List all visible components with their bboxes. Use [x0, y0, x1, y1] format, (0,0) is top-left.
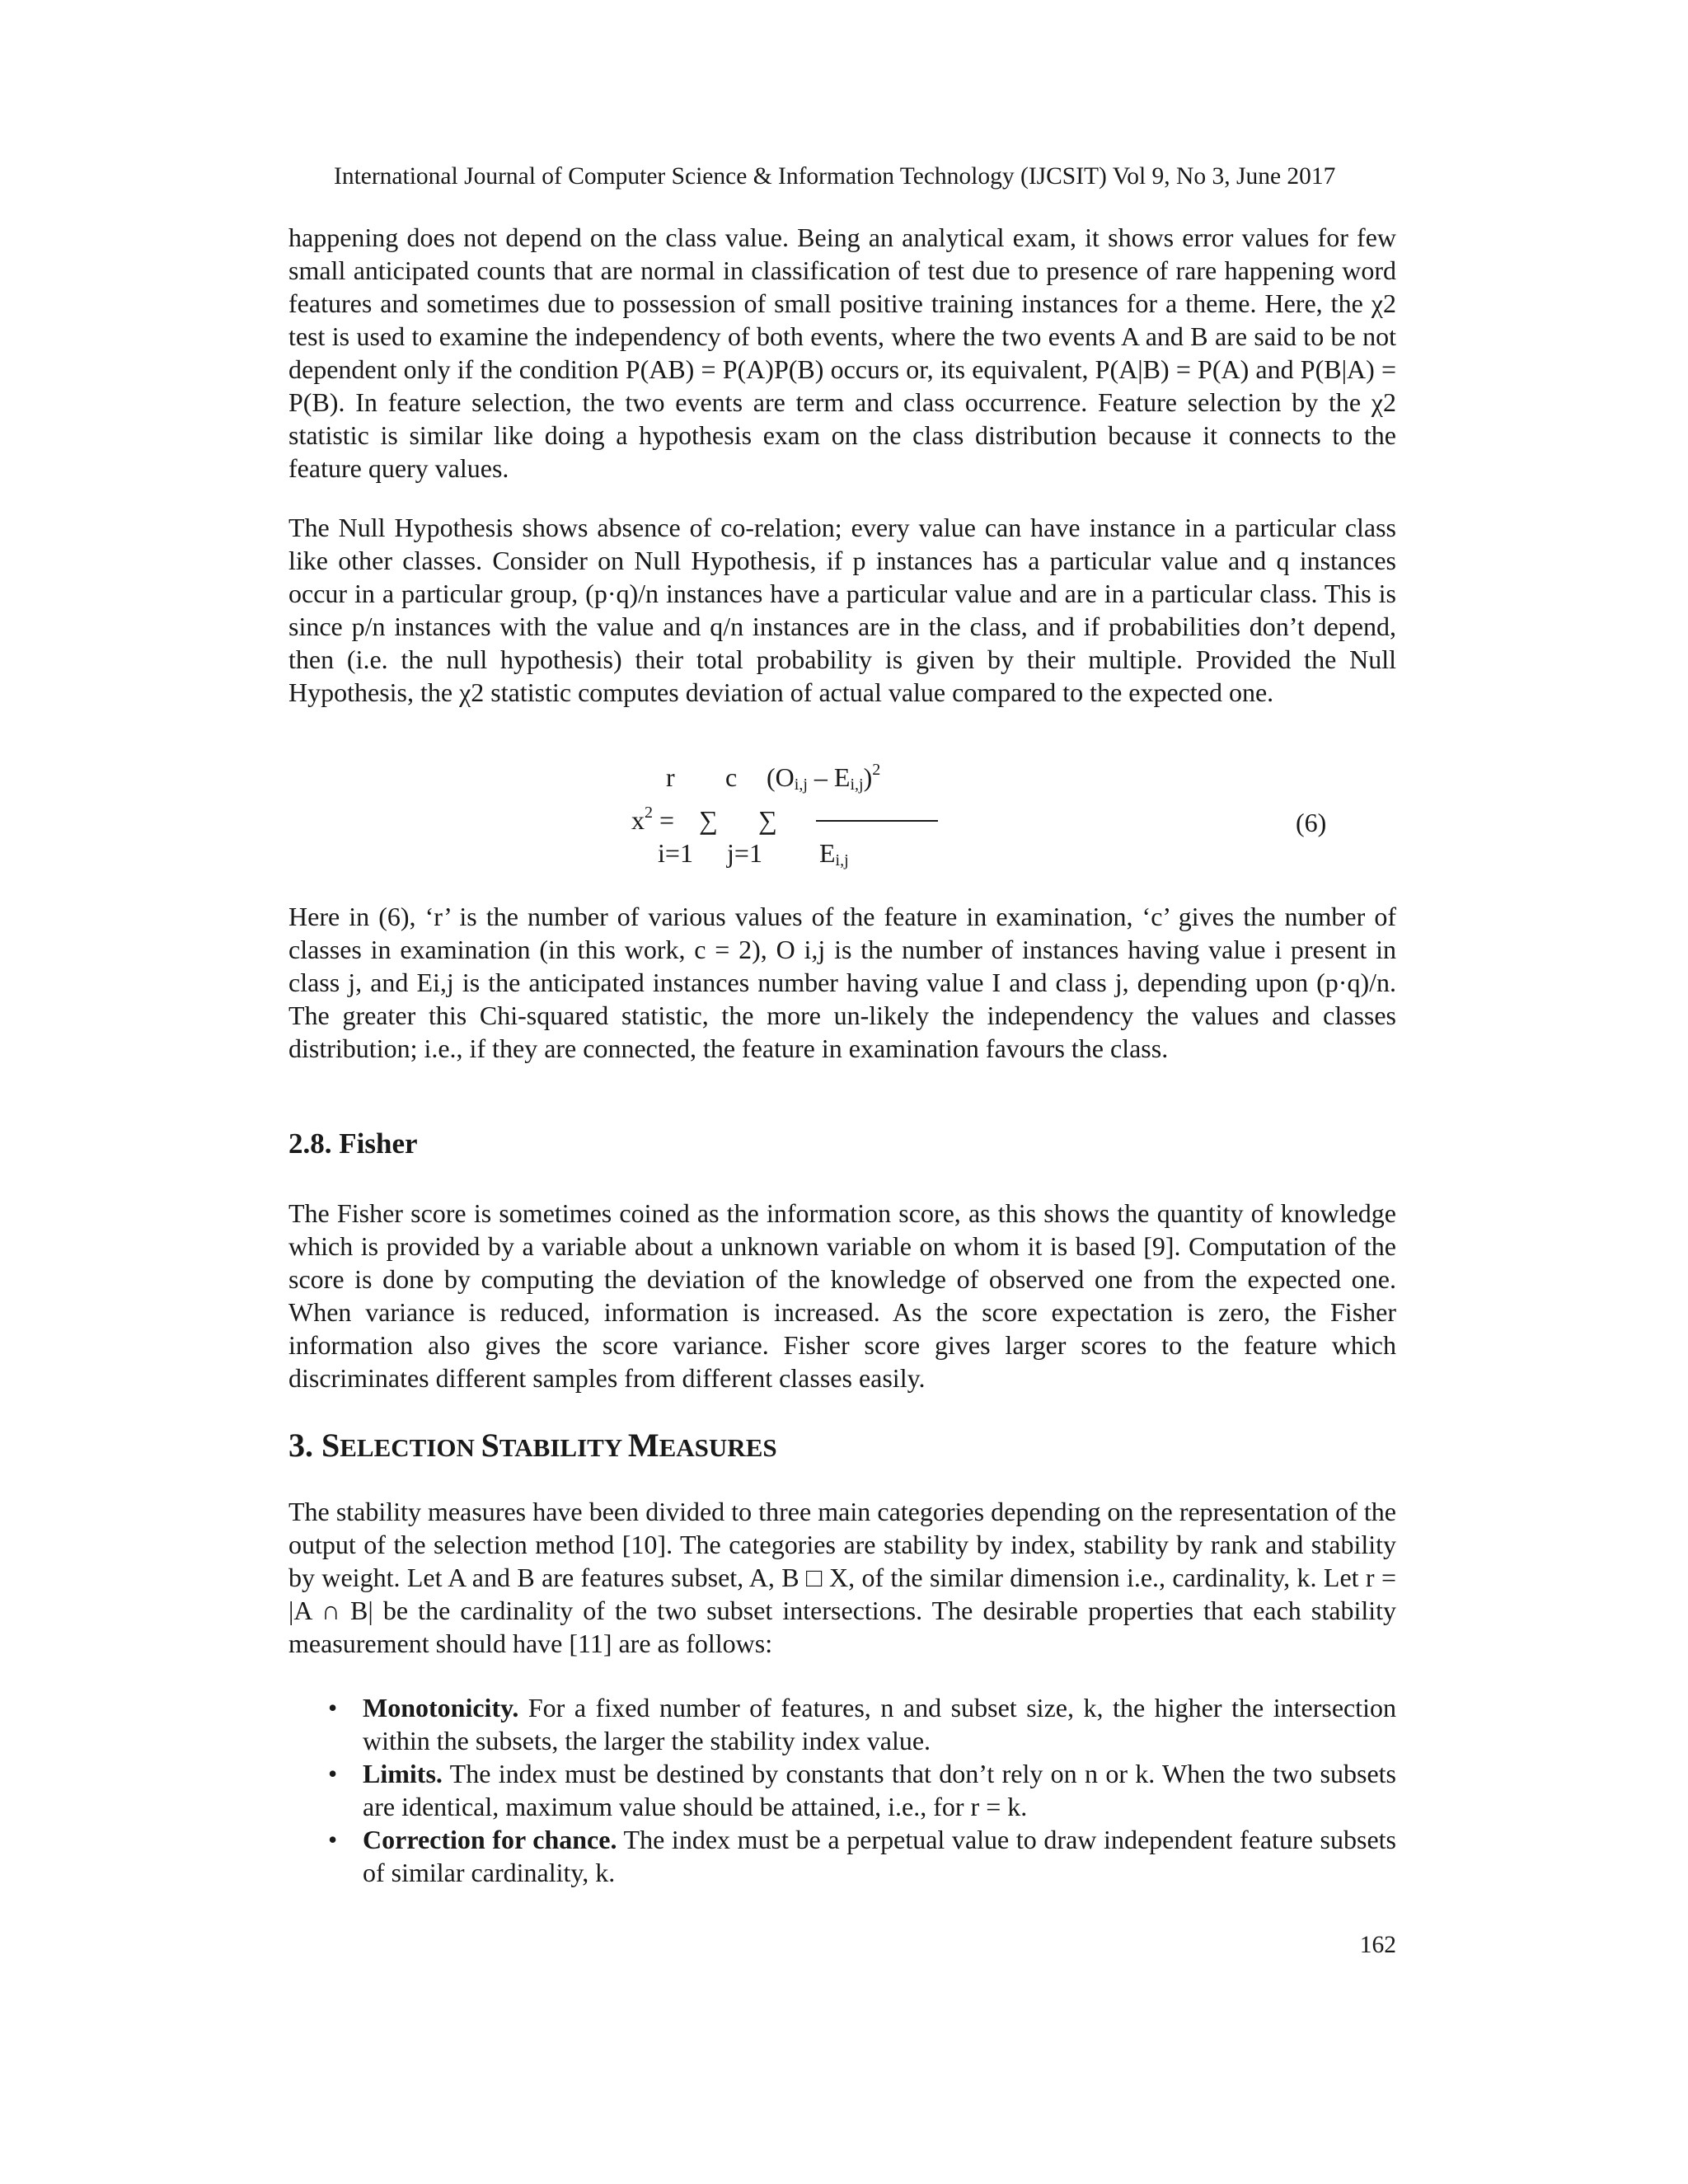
paragraph-chi-square-intro: happening does not depend on the class value. Being an analytical exam, it shows error values for few small anticipated counts that are normal in classification of test due to presence of rare happening word features and sometimes due to possession of small positive training instances for a theme. Here, the χ2 test is used to examine the independency of both events, where the two events A and B are said to be not dependent only if the condition P(AB) = P(A)P(B) occurs or, its equivalent, P(A|B) = P(A) and P(B|A) = P(B). In feature selection, the two events are term and class occurrence. Feature selection by the χ2 statistic is similar like doing a hypothesis exam on the class distribution because it connects to the feature query values. — [288, 223, 1396, 483]
eq-num-mid: – E — [807, 762, 851, 792]
h3-w2-rest: TABILITY — [499, 1433, 628, 1462]
list-item — [288, 1691, 1396, 1757]
eq-numerator — [767, 762, 880, 792]
equation-chi-square — [0, 762, 1688, 878]
eq-denominator — [819, 838, 849, 868]
eq-number: (6) — [1296, 808, 1327, 837]
eq-lower-j: j=1 — [727, 838, 762, 868]
list-item — [288, 1823, 1396, 1889]
paragraph-equation-explanation: Here in (6), ‘r’ is the number of various values of the feature in examination, ‘c’ gives the number of classes in examination (in this work, c = 2), O i,j is the number of instances having value i present in class j, and Ei,j is the anticipated instances number having value I and class j, depending upon (p·q)/n. The greater this Chi-squared statistic, the more un-likely the independency the values and classes distribution; i.e., if they are connected, the feature in examination favours the class. — [288, 902, 1396, 1063]
paragraph-fisher: The Fisher score is sometimes coined as the information score, as this shows the quantity of knowledge which is provided by a variable about a unknown variable on whom it is based [9]. Computation of the score is done by computing the deviation of the knowledge of observed one from the expected one. When variance is reduced, information is increased. As the score expectation is zero, the Fisher information also gives the score variance. Fisher score gives larger scores to the feature which discriminates different samples from different classes easily. — [288, 1198, 1396, 1393]
h3-number: 3. — [288, 1427, 321, 1464]
h3-w3-first: M — [627, 1427, 659, 1464]
eq-sigma-1: ∑ — [699, 805, 718, 835]
list-item-term: Limits. — [363, 1759, 443, 1788]
eq-lhs — [631, 805, 674, 835]
h3-w1-rest: ELECTION — [340, 1433, 481, 1462]
bullet-symbol: • — [328, 1759, 338, 1788]
eq-upper-r: r — [666, 762, 675, 792]
section-heading-fisher: 2.8. Fisher — [288, 1127, 418, 1160]
paragraph-stability-intro: The stability measures have been divided to three main categories depending on the representation of the output of the selection method [10]. The categories are stability by index, stability by rank and stability by weight. Let A and B are features subset, A, B □ X, of the similar dimension i.e., cardinality, k. Let r = |A ∩ B| be the cardinality of the two subset intersections. The desirable properties that each stability measurement should have [11] are as follows: — [288, 1497, 1396, 1658]
properties-list — [288, 1691, 1396, 1889]
list-item — [288, 1757, 1396, 1823]
eq-lower-i: i=1 — [658, 838, 693, 868]
eq-num-sub2: i,j — [850, 776, 864, 794]
eq-num-sub1: i,j — [794, 776, 808, 794]
list-item-term: Correction for chance. — [363, 1825, 617, 1854]
list-item-text: The index must be destined by constants that don’t rely on n or k. When the two subsets are identical, maximum value should be attained, i.e., for r = k. — [363, 1759, 1396, 1821]
eq-equals: = — [659, 805, 675, 835]
eq-upper-c: c — [725, 762, 738, 792]
paragraph-null-hypothesis: The Null Hypothesis shows absence of co-relation; every value can have instance in a particular class like other classes. Consider on Null Hypothesis, if p instances has a particular value and q instances occur in a particular group, (p·q)/n instances have a particular value and are in a particular class. This is since p/n instances with the value and q/n instances are in the class, and if probabilities don’t depend, then (i.e. the null hypothesis) their total probability is given by their multiple. Provided the Null Hypothesis, the χ2 statistic computes deviation of actual value compared to the expected one. — [288, 513, 1396, 707]
eq-num-sup: 2 — [872, 761, 881, 779]
journal-header: International Journal of Computer Science & Information Technology (IJCSIT) Vol 9, No 3, June 2017 — [334, 163, 1336, 190]
page-number: 162 — [1359, 1932, 1396, 1958]
list-item-text: The index must be a perpetual value to draw independent feature subsets of similar cardinality, k. — [363, 1825, 1397, 1887]
eq-den-base: E — [819, 838, 836, 868]
eq-lhs-sup: 2 — [645, 804, 653, 822]
eq-fraction-bar — [816, 820, 938, 822]
eq-den-sub: i,j — [835, 851, 849, 869]
h3-w1-first: S — [321, 1427, 340, 1464]
eq-lhs-base: x — [631, 805, 645, 835]
bullet-symbol: • — [328, 1825, 338, 1854]
h3-w2-first: S — [481, 1427, 499, 1464]
list-item-term: Monotonicity. — [363, 1693, 519, 1722]
section-heading-stability-measures — [288, 1426, 777, 1468]
bullet-symbol: • — [328, 1693, 338, 1722]
eq-num-close: ) — [863, 762, 873, 792]
eq-num-open: (O — [767, 762, 795, 792]
eq-sigma-2: ∑ — [758, 805, 777, 835]
h3-w3-rest: EASURES — [659, 1433, 777, 1462]
list-item-text: For a fixed number of features, n and subset size, k, the higher the intersection within the subsets, the larger the stability index value. — [363, 1693, 1396, 1755]
